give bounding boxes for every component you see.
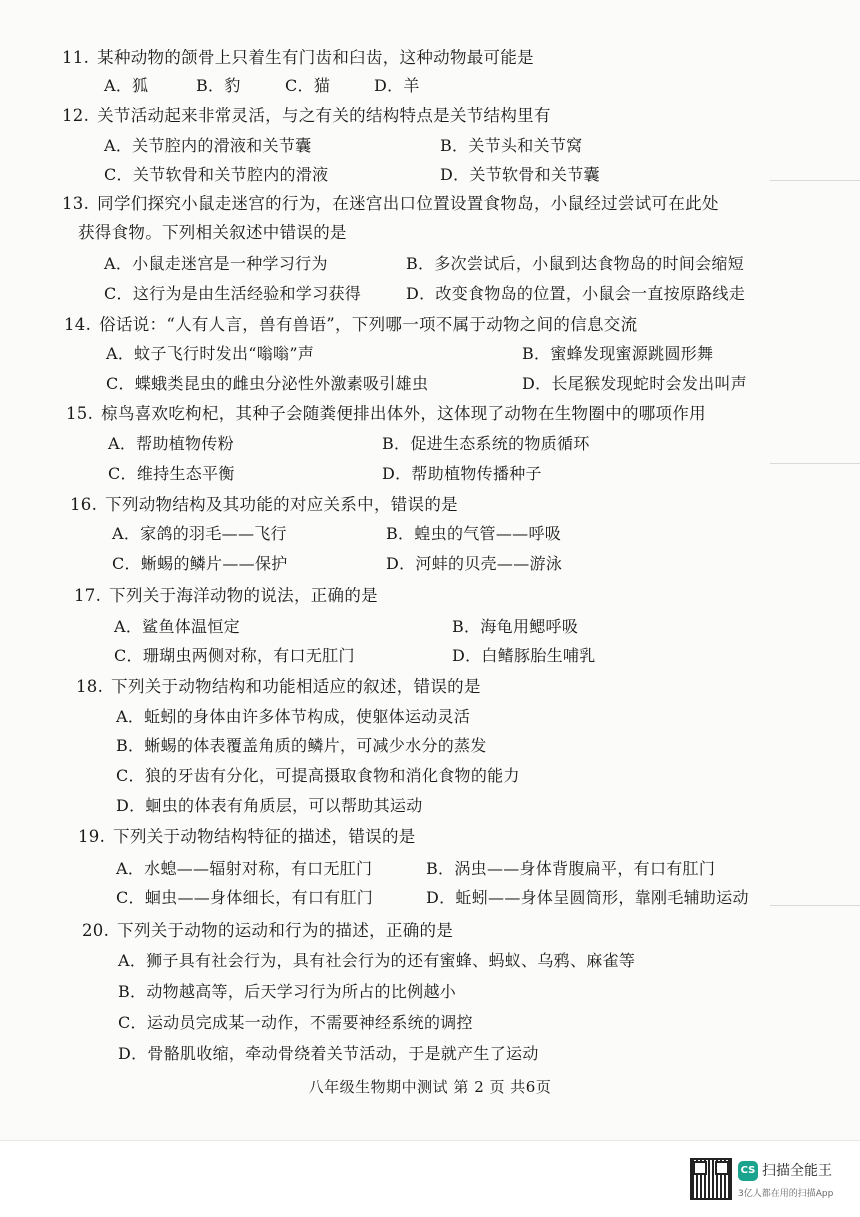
question-20-stem: 20. 下列关于动物的运动和行为的描述，正确的是 [82, 921, 454, 940]
question-17-option-c: C．珊瑚虫两侧对称，有口无肛门 [114, 646, 355, 665]
question-16-option-a: A．家鸽的羽毛——飞行 [112, 524, 287, 543]
watermark-tagline: 3亿人都在用的扫描App [738, 1189, 834, 1199]
question-14-option-b: B．蜜蜂发现蜜源跳圆形舞 [522, 344, 714, 363]
question-14-option-a: A．蚊子飞行时发出“嗡嗡”声 [106, 344, 315, 363]
qr-code-icon [690, 1158, 732, 1200]
question-11-option-a: A．狐 [104, 76, 149, 95]
question-11-stem: 11. 某种动物的颌骨上只着生有门齿和臼齿，这种动物最可能是 [62, 48, 534, 67]
question-16-option-d: D．河蚌的贝壳——游泳 [386, 554, 563, 573]
question-20-option-b: B．动物越高等，后天学习行为所占的比例越小 [118, 982, 457, 1001]
question-12-stem: 12. 关节活动起来非常灵活，与之有关的结构特点是关节结构里有 [62, 106, 551, 125]
question-18-stem: 18. 下列关于动物结构和功能相适应的叙述，错误的是 [76, 677, 481, 696]
question-15-option-c: C．维持生态平衡 [108, 464, 235, 483]
question-15-option-b: B．促进生态系统的物质循环 [382, 434, 590, 453]
question-13-option-c: C．这行为是由生活经验和学习获得 [104, 284, 362, 303]
scanner-watermark [690, 1158, 850, 1208]
question-12-option-a: A．关节腔内的滑液和关节囊 [104, 136, 312, 155]
question-14-option-d: D．长尾猴发现蛇时会发出叫声 [522, 374, 748, 393]
question-19-option-c: C．蛔虫——身体细长，有口有肛门 [116, 888, 374, 907]
question-19-option-a: A．水螅——辐射对称，有口无肛门 [116, 859, 373, 878]
question-17-option-d: D．白鳍豚胎生哺乳 [452, 646, 596, 665]
question-13-stem: 13. 同学们探究小鼠走迷宫的行为，在迷宫出口位置设置食物岛，小鼠经过尝试可在此处 [62, 194, 719, 213]
question-19-option-b: B．涡虫——身体背腹扁平，有口有肛门 [426, 859, 716, 878]
page-bottom-divider [0, 1140, 860, 1141]
question-20-option-c: C．运动员完成某一动作，不需要神经系统的调控 [118, 1013, 473, 1032]
question-12-option-c: C．关节软骨和关节腔内的滑液 [104, 165, 329, 184]
question-20-option-a: A．狮子具有社会行为，具有社会行为的还有蜜蜂、蚂蚁、乌鸦、麻雀等 [118, 951, 636, 970]
scan-artifact-line [770, 180, 860, 181]
page-footer: 八年级生物期中测试 第 2 页 共6页 [308, 1078, 552, 1096]
question-15-stem: 15. 椋鸟喜欢吃枸杞，其种子会随粪便排出体外，这体现了动物在生物圈中的哪项作用 [66, 404, 706, 423]
question-17-option-a: A．鲨鱼体温恒定 [114, 617, 240, 636]
question-16-option-b: B．蝗虫的气管——呼吸 [386, 524, 562, 543]
question-17-stem: 17. 下列关于海洋动物的说法，正确的是 [74, 586, 378, 605]
question-14-option-c: C．蝶蛾类昆虫的雌虫分泌性外激素吸引雄虫 [106, 374, 429, 393]
question-18-option-b: B．蜥蜴的体表覆盖角质的鳞片，可减少水分的蒸发 [116, 736, 487, 755]
question-17-option-b: B．海龟用鳃呼吸 [452, 617, 579, 636]
question-18-option-d: D．蛔虫的体表有角质层，可以帮助其运动 [116, 796, 423, 815]
scan-artifact-line [770, 905, 860, 906]
question-13-option-a: A．小鼠走迷宫是一种学习行为 [104, 254, 328, 273]
question-20-option-d: D．骨骼肌收缩，牵动骨绕着关节活动，于是就产生了运动 [118, 1044, 539, 1063]
question-18-option-c: C．狼的牙齿有分化，可提高摄取食物和消化食物的能力 [116, 766, 520, 785]
question-11-option-b: B．豹 [196, 76, 241, 95]
question-13-option-d: D．改变食物岛的位置，小鼠会一直按原路线走 [406, 284, 746, 303]
question-19-option-d: D．蚯蚓——身体呈圆筒形，靠刚毛辅助运动 [426, 888, 749, 907]
camscanner-logo-icon: CS [738, 1161, 758, 1181]
question-13-option-b: B．多次尝试后，小鼠到达食物岛的时间会缩短 [406, 254, 745, 273]
question-12-option-d: D．关节软骨和关节囊 [440, 165, 600, 184]
question-19-stem: 19. 下列关于动物结构特征的描述，错误的是 [78, 827, 416, 846]
question-18-option-a: A．蚯蚓的身体由许多体节构成，使躯体运动灵活 [116, 707, 471, 726]
question-11-option-c: C．猫 [285, 76, 331, 95]
question-14-stem: 14. 俗话说：“人有人言，兽有兽语”，下列哪一项不属于动物之间的信息交流 [64, 315, 638, 334]
question-15-option-d: D．帮助植物传播种子 [382, 464, 542, 483]
question-16-option-c: C．蜥蜴的鳞片——保护 [112, 554, 288, 573]
watermark-app-name: 扫描全能王 [762, 1163, 832, 1179]
question-13-stem-line2: 获得食物。下列相关叙述中错误的是 [78, 223, 347, 242]
question-15-option-a: A．帮助植物传粉 [108, 434, 234, 453]
scan-artifact-line [770, 463, 860, 464]
question-16-stem: 16. 下列动物结构及其功能的对应关系中，错误的是 [70, 495, 458, 514]
question-12-option-b: B．关节头和关节窝 [440, 136, 583, 155]
question-11-option-d: D．羊 [374, 76, 420, 95]
